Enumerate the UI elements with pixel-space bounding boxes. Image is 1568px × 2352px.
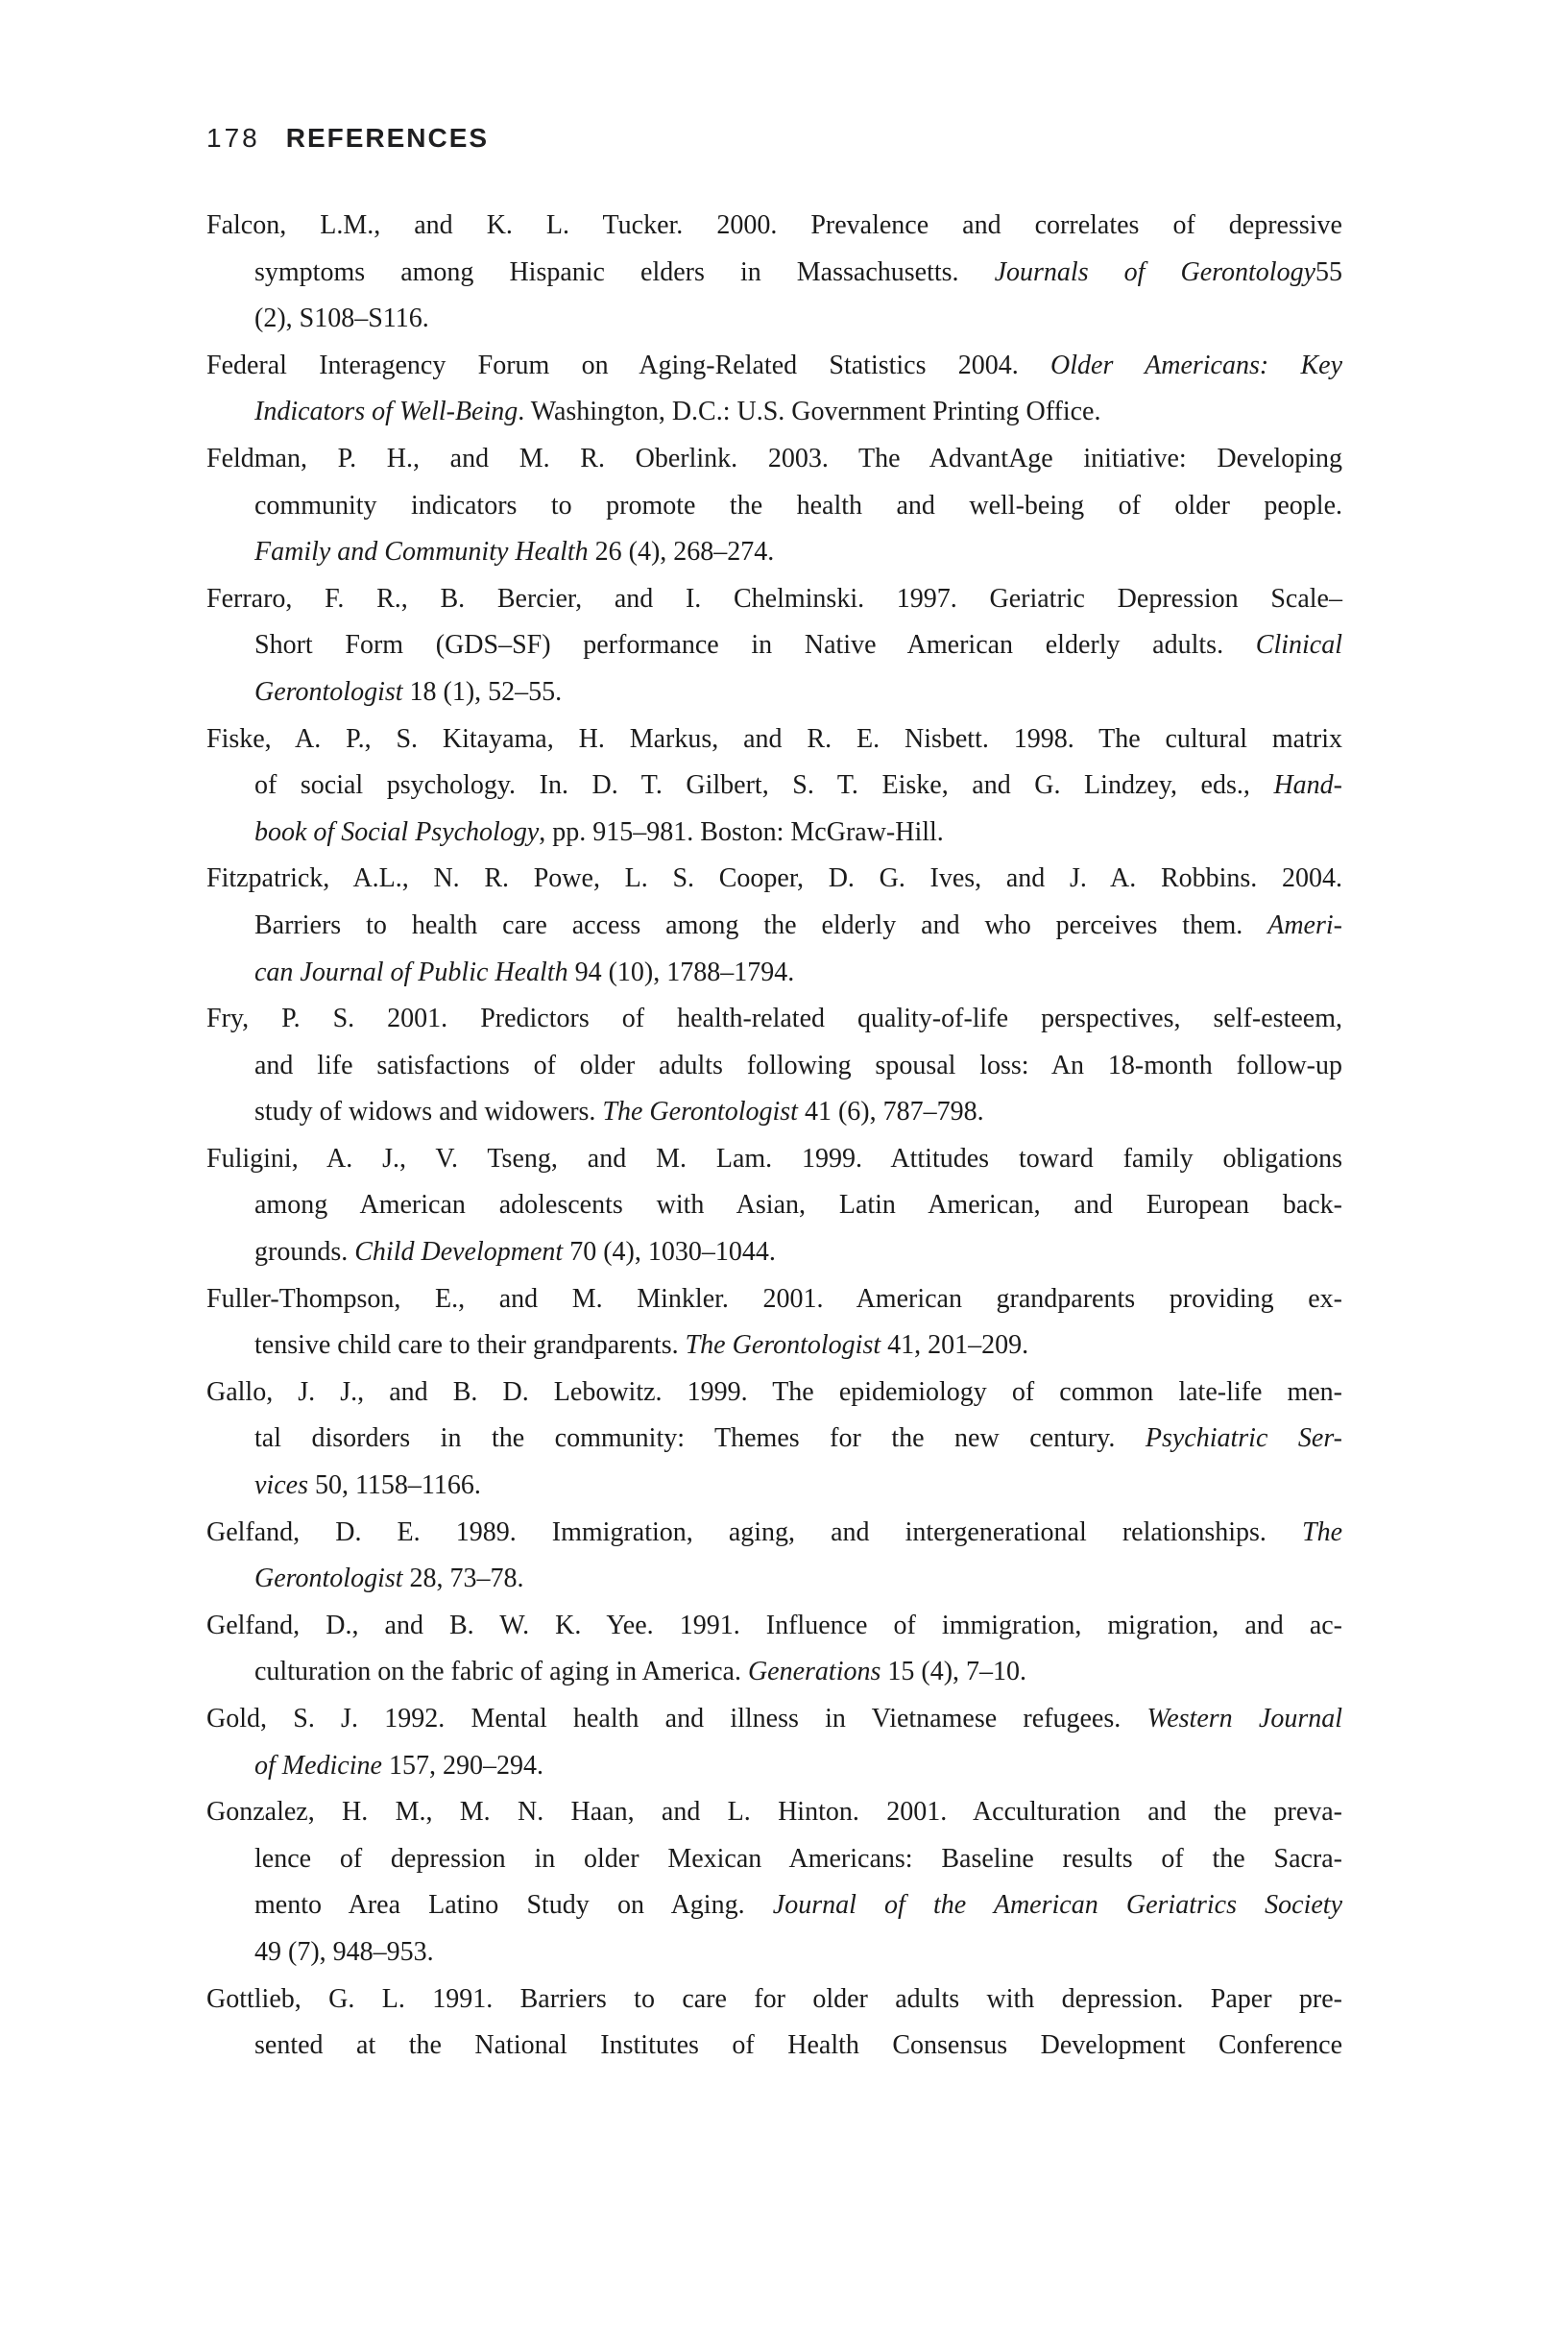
- reference-line: [206, 1556, 1342, 1603]
- reference-text: Gelfand, D., and B. W. K. Yee. 1991. Influence of immigration, migration, and ac-: [206, 1610, 1342, 1640]
- reference-text-italic: The Gerontologist: [602, 1097, 798, 1128]
- reference-text: Falcon, L.M., and K. L. Tucker. 2000. Prevalence and correlates of depressive: [206, 210, 1342, 240]
- reference-text: Gallo, J. J., and B. D. Lebowitz. 1999. The epidemiology of common late-life men-: [206, 1376, 1342, 1407]
- reference-text: 18 (1), 52–55.: [402, 676, 563, 707]
- reference-text: Fiske, A. P., S. Kitayama, H. Markus, and R. E. Nisbett. 1998. The cultural matrix: [206, 723, 1342, 754]
- reference-text-italic: can Journal of Public Health: [254, 957, 568, 987]
- reference-line: [206, 622, 1342, 669]
- reference-text: 94 (10), 1788–1794.: [567, 957, 795, 987]
- reference-text-italic: The Gerontologist: [685, 1330, 881, 1361]
- reference-text: Gelfand, D. E. 1989. Immigration, aging, and intergenerational relationships.: [206, 1516, 1302, 1547]
- reference-entry: [206, 996, 1342, 1136]
- reference-line: [206, 203, 1342, 250]
- reference-text: sented at the National Institutes of Health Consensus Development Conference: [254, 2030, 1342, 2061]
- reference-line: [206, 1929, 1342, 1976]
- reference-text-italic: Generations: [747, 1657, 881, 1687]
- reference-text: Fitzpatrick, A.L., N. R. Powe, L. S. Cooper, D. G. Ives, and J. A. Robbins. 2004.: [206, 863, 1342, 894]
- reference-text: 49 (7), 948–953.: [254, 1936, 434, 1967]
- reference-text: , pp. 915–981. Boston: McGraw-Hill.: [539, 816, 944, 847]
- reference-text: 55: [1315, 256, 1342, 287]
- reference-text: tal disorders in the community: Themes for the new century.: [254, 1423, 1146, 1454]
- reference-line: [206, 1510, 1342, 1557]
- reference-entry: [206, 1136, 1342, 1276]
- reference-text: community indicators to promote the health and well-being of older people.: [254, 490, 1342, 521]
- reference-text: 70 (4), 1030–1044.: [563, 1237, 776, 1268]
- reference-text-italic: Clinical: [1255, 630, 1342, 661]
- reference-text: among American adolescents with Asian, Latin American, and European back-: [254, 1190, 1342, 1221]
- reference-line: [206, 1416, 1342, 1463]
- reference-line: [206, 1089, 1342, 1136]
- reference-text: 157, 290–294.: [381, 1750, 543, 1781]
- reference-text: 26 (4), 268–274.: [588, 537, 775, 568]
- reference-line: [206, 1136, 1342, 1183]
- reference-text-italic: vices: [254, 1470, 308, 1501]
- reference-line: [206, 343, 1342, 390]
- reference-entry: [206, 436, 1342, 576]
- reference-text-italic: Western Journal: [1146, 1704, 1342, 1734]
- reference-text: Feldman, P. H., and M. R. Oberlink. 2003. The AdvantAge initiative: Developing: [206, 443, 1342, 473]
- reference-line: [206, 1976, 1342, 2024]
- reference-text-italic: Child Development: [354, 1237, 564, 1268]
- reference-text: Federal Interagency Forum on Aging-Related Statistics 2004.: [206, 350, 1051, 380]
- references-list: [206, 203, 1342, 2070]
- reference-line: [206, 1743, 1342, 1790]
- reference-text-italic: Gerontologist: [254, 1564, 403, 1594]
- reference-text-italic: Indicators of Well-Being: [254, 397, 519, 427]
- reference-line: [206, 529, 1342, 576]
- reference-entry: [206, 1696, 1342, 1789]
- reference-text: Barriers to health care access among the elderly and who perceives them.: [254, 909, 1268, 940]
- reference-entry: [206, 1789, 1342, 1976]
- reference-text: Gonzalez, H. M., M. N. Haan, and L. Hinton. 2001. Acculturation and the preva-: [206, 1797, 1342, 1828]
- reference-line: [206, 1789, 1342, 1836]
- reference-entry: [206, 1976, 1342, 2070]
- reference-text-italic: book of Social Psychology: [254, 816, 540, 847]
- reference-line: [206, 1649, 1342, 1696]
- reference-entry: [206, 1370, 1342, 1510]
- reference-entry: [206, 856, 1342, 996]
- reference-entry: [206, 1276, 1342, 1370]
- reference-text-italic: Journals of Gerontology: [994, 256, 1315, 287]
- reference-line: [206, 1603, 1342, 1650]
- reference-text: of social psychology. In. D. T. Gilbert, S. T. Eiske, and G. Lindzey, eds.,: [254, 770, 1274, 801]
- reference-line: [206, 1322, 1342, 1370]
- reference-line: [206, 669, 1342, 716]
- reference-line: [206, 1276, 1342, 1323]
- reference-text: grounds.: [254, 1237, 355, 1268]
- reference-line: [206, 1836, 1342, 1883]
- reference-text: symptoms among Hispanic elders in Massachusetts.: [254, 256, 995, 287]
- reference-text: . Washington, D.C.: U.S. Government Printing Office.: [518, 397, 1101, 427]
- reference-text: 41 (6), 787–798.: [797, 1097, 984, 1128]
- reference-line: [206, 1882, 1342, 1929]
- reference-line: [206, 1696, 1342, 1743]
- reference-line: [206, 250, 1342, 297]
- reference-text: lence of depression in older Mexican Americans: Baseline results of the Sacra-: [254, 1843, 1342, 1874]
- reference-entry: [206, 1603, 1342, 1696]
- reference-text: 41, 201–209.: [880, 1330, 1029, 1361]
- reference-text: Fry, P. S. 2001. Predictors of health-related quality-of-life perspectives, self-esteem,: [206, 1004, 1342, 1034]
- reference-line: [206, 763, 1342, 810]
- reference-text: Fuligini, A. J., V. Tseng, and M. Lam. 1999. Attitudes toward family obligations: [206, 1143, 1342, 1174]
- reference-entry: [206, 1510, 1342, 1603]
- reference-text-italic: of Medicine: [254, 1750, 382, 1781]
- reference-line: [206, 716, 1342, 764]
- reference-entry: [206, 716, 1342, 857]
- reference-text-italic: Older Americans: Key: [1050, 350, 1343, 380]
- reference-text: tensive child care to their grandparents.: [254, 1330, 686, 1361]
- reference-text: 50, 1158–1166.: [307, 1470, 481, 1501]
- reference-line: [206, 950, 1342, 997]
- reference-text: 28, 73–78.: [402, 1564, 524, 1594]
- reference-text: study of widows and widowers.: [254, 1097, 603, 1128]
- reference-line: [206, 576, 1342, 623]
- reference-line: [206, 2023, 1342, 2070]
- reference-line: [206, 1043, 1342, 1090]
- reference-line: [206, 1370, 1342, 1417]
- reference-text-italic: Gerontologist: [254, 676, 403, 707]
- page-number: 178: [206, 123, 260, 153]
- reference-text-italic: Family and Community Health: [254, 537, 589, 568]
- running-head-title: REFERENCES: [285, 123, 490, 153]
- reference-text: Gold, S. J. 1992. Mental health and illness in Vietnamese refugees.: [206, 1704, 1147, 1734]
- reference-text-italic: Ameri-: [1267, 909, 1342, 940]
- reference-text: mento Area Latino Study on Aging.: [254, 1890, 773, 1921]
- reference-line: [206, 996, 1342, 1043]
- reference-text: Short Form (GDS–SF) performance in Native American elderly adults.: [254, 630, 1256, 661]
- reference-entry: [206, 203, 1342, 343]
- reference-entry: [206, 343, 1342, 436]
- reference-text: Ferraro, F. R., B. Bercier, and I. Chelminski. 1997. Geriatric Depression Scale–: [206, 583, 1342, 614]
- reference-line: [206, 483, 1342, 530]
- reference-line: [206, 296, 1342, 343]
- reference-text-italic: Hand-: [1273, 770, 1342, 801]
- reference-line: [206, 1463, 1342, 1510]
- reference-line: [206, 810, 1342, 857]
- reference-text-italic: The: [1302, 1516, 1342, 1547]
- reference-text: and life satisfactions of older adults following spousal loss: An 18-month follow-up: [254, 1050, 1342, 1080]
- running-head: [206, 123, 489, 154]
- reference-line: [206, 436, 1342, 483]
- reference-text: Gottlieb, G. L. 1991. Barriers to care for older adults with depression. Paper pre-: [206, 1983, 1342, 2014]
- reference-text: 15 (4), 7–10.: [880, 1657, 1027, 1687]
- reference-text-italic: Journal of the American Geriatrics Society: [772, 1890, 1342, 1921]
- reference-line: [206, 856, 1342, 903]
- reference-text: (2), S108–S116.: [254, 303, 429, 334]
- reference-entry: [206, 576, 1342, 716]
- reference-text: culturation on the fabric of aging in America.: [254, 1657, 748, 1687]
- reference-line: [206, 1182, 1342, 1229]
- reference-line: [206, 1229, 1342, 1276]
- reference-line: [206, 903, 1342, 950]
- reference-text-italic: Psychiatric Ser-: [1145, 1423, 1342, 1454]
- reference-line: [206, 389, 1342, 436]
- reference-text: Fuller-Thompson, E., and M. Minkler. 2001. American grandparents providing ex-: [206, 1283, 1342, 1314]
